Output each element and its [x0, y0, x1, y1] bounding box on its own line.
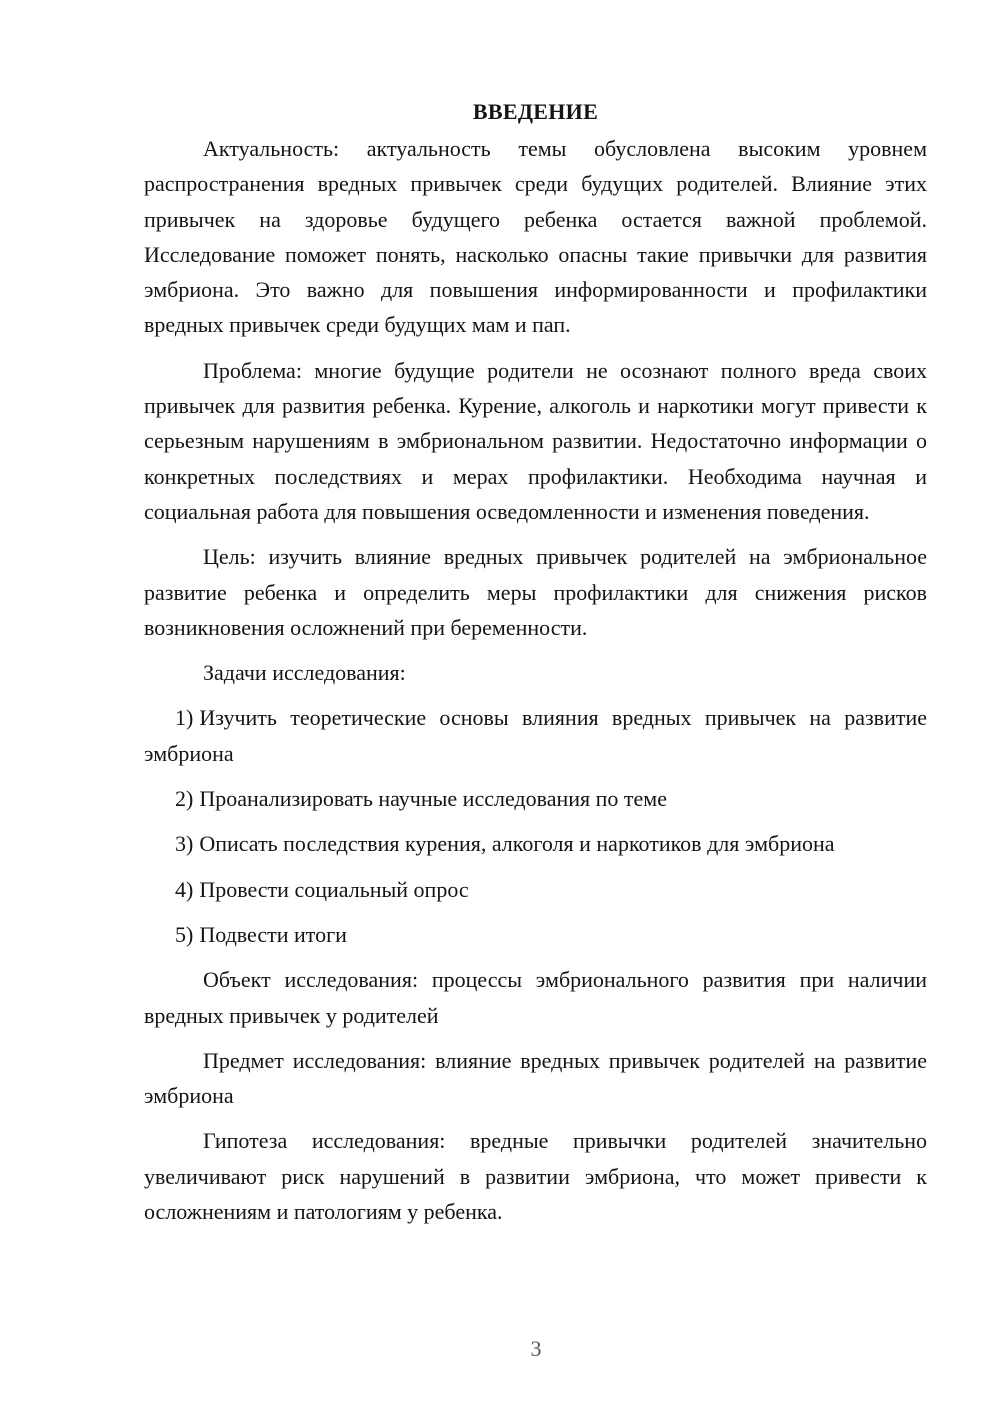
list-item: [144, 781, 927, 816]
paragraph-problem: Проблема: многие будущие родители не осознают полного вреда своих привычек для развития ребенка. Курение, алкоголь и наркотики могут привести к серьезным нарушениям в эмбриональном развитии. Недостаточно информации о конкретных последствиях и мерах профилактики. Необходима научная и социальная работа для повышения осведомленности и изменения поведения.: [144, 357, 927, 524]
list-item: [144, 917, 927, 952]
list-item-text: Проанализировать научные исследования по теме: [199, 786, 667, 812]
paragraph-object: Объект исследования: процессы эмбрионального развития при наличии вредных привычек у родителей: [144, 967, 927, 1028]
list-item-number: 3): [175, 831, 194, 857]
paragraph-subject: Предмет исследования: влияние вредных привычек родителей на развитие эмбриона: [144, 1047, 927, 1109]
section-heading: ВВЕДЕНИЕ: [472, 99, 599, 124]
page-content: [144, 94, 927, 1239]
list-item-number: 2): [175, 786, 194, 812]
tasks-title: Задачи исследования:: [203, 660, 406, 686]
list-item-text: Провести социальный опрос: [199, 876, 469, 902]
paragraph-relevance: Актуальность: актуальность темы обусловлена высоким уровнем распространения вредных привычек среди будущих родителей. Влияние этих привычек на здоровье будущего ребенка остается важной проблемой. Исследование поможет понять, насколько опасны такие привычки для развития эмбриона. Это важно для повышения информированности и профилактики вредных привычек среди будущих мам и пап.: [144, 136, 927, 338]
page-number: 3: [530, 1336, 542, 1361]
list-item: [144, 872, 927, 907]
list-item-number: 1): [175, 705, 194, 731]
paragraph-goal: Цель: изучить влияние вредных привычек родителей на эмбриональное развитие ребенка и определить меры профилактики для снижения рисков возникновения осложнений при беременности.: [144, 544, 927, 640]
list-item: [144, 826, 927, 861]
paragraph-hypothesis: Гипотеза исследования: вредные привычки родителей значительно увеличивают риск нарушений в развитии эмбриона, что может привести к осложнениям и патологиям у ребенка.: [144, 1128, 927, 1225]
list-item-text: Изучить теоретические основы влияния вредных привычек на развитие эмбриона: [144, 705, 927, 766]
list-item: [144, 700, 927, 771]
list-item-text: Описать последствия курения, алкоголя и наркотиков для эмбриона: [199, 831, 835, 857]
list-item-number: 5): [175, 921, 194, 947]
list-item-number: 4): [175, 876, 194, 902]
list-item-text: Подвести итоги: [199, 921, 347, 947]
